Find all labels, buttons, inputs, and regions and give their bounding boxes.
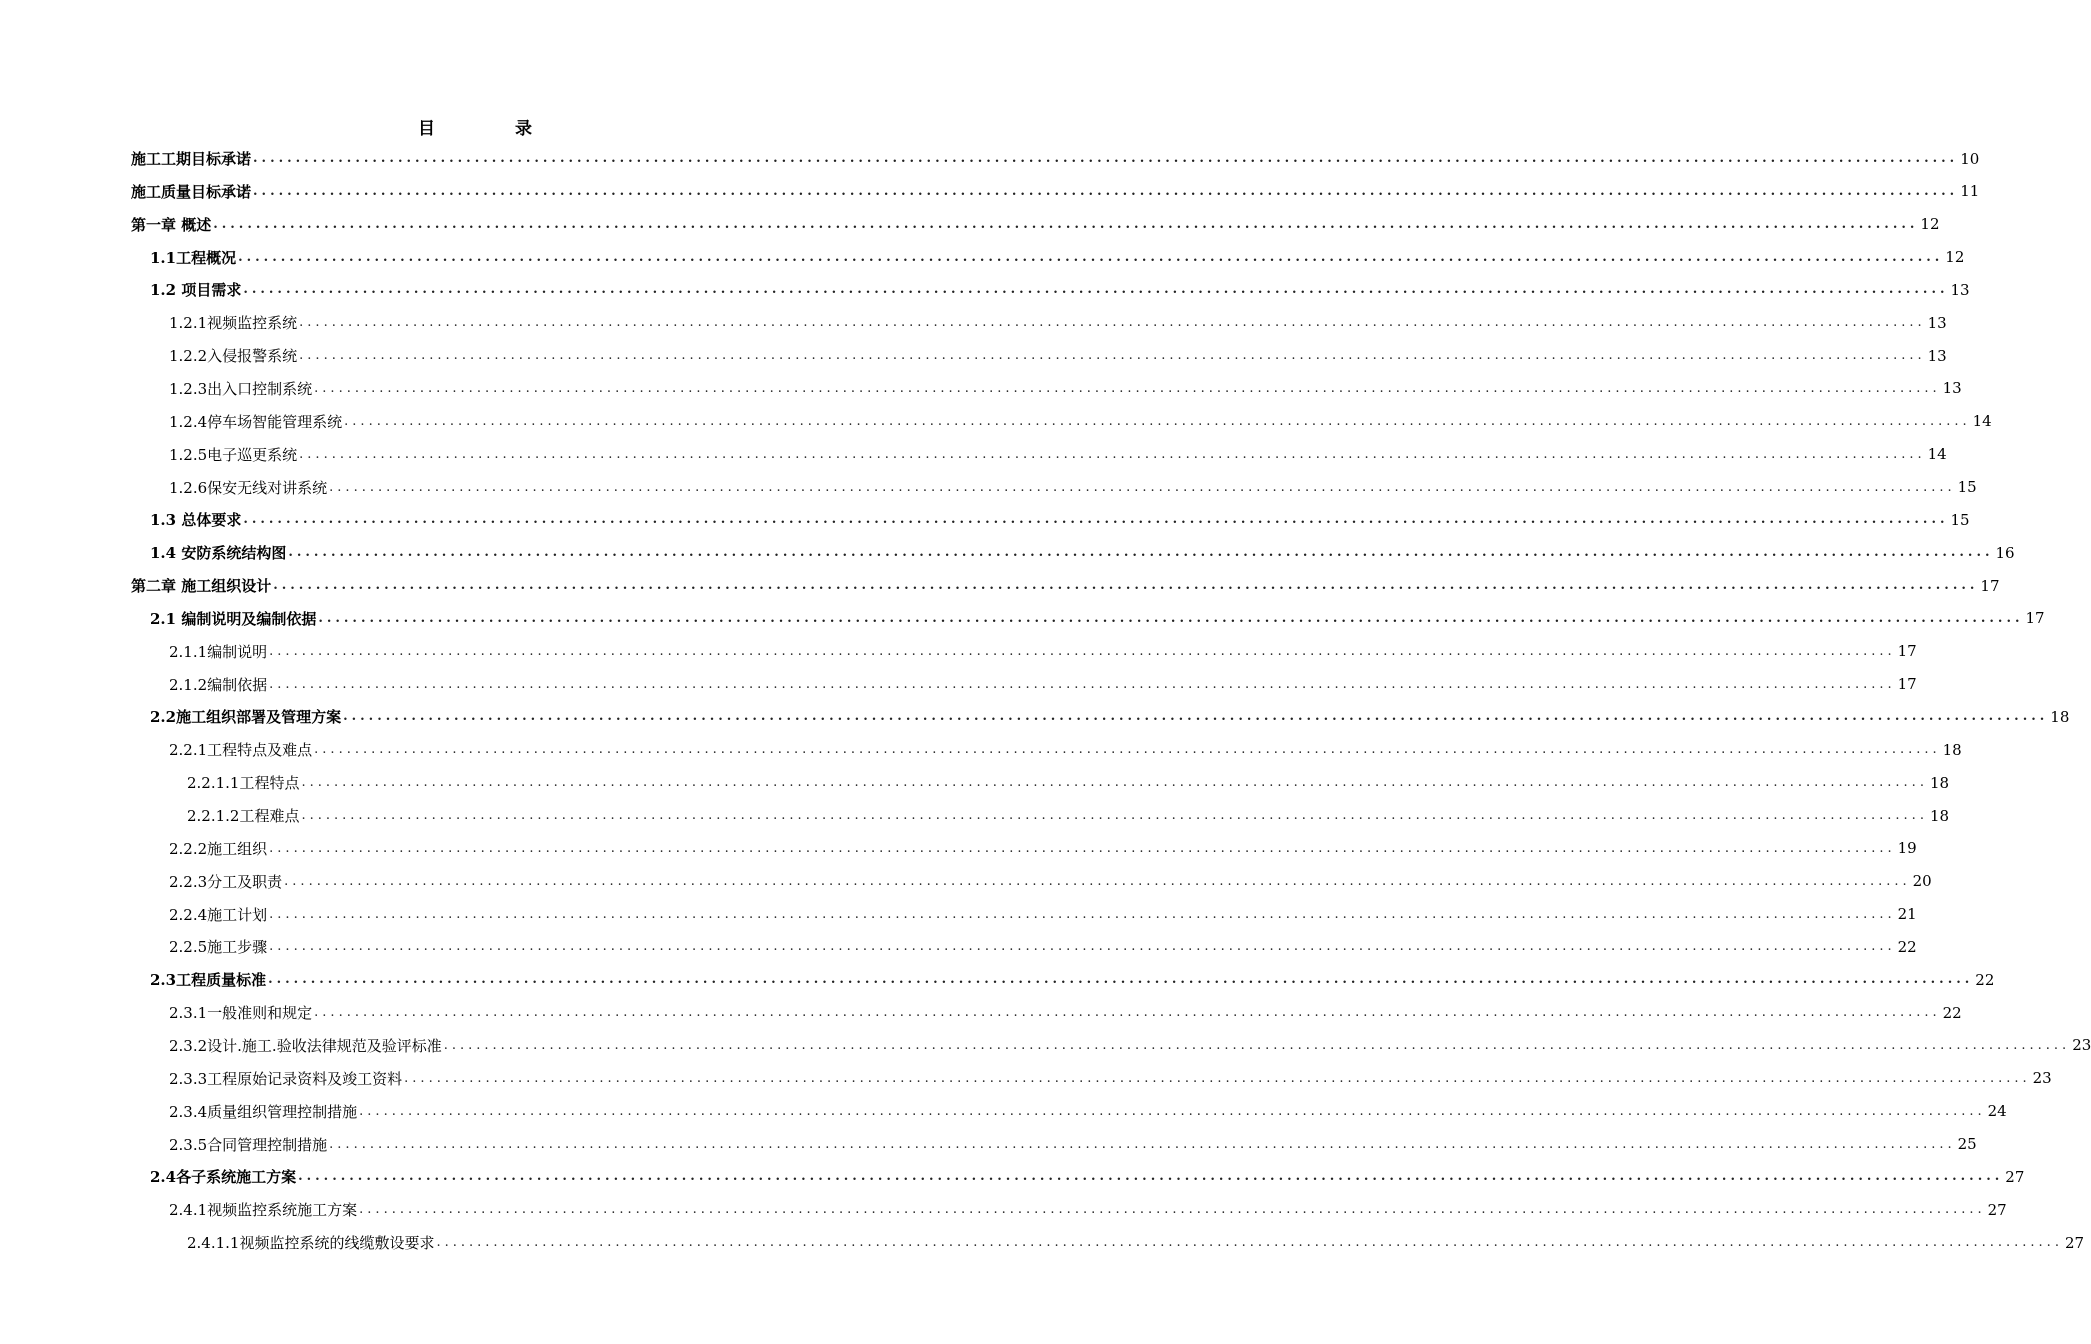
toc-leader-dots: ........................................................................................................................................................................................................ bbox=[329, 479, 1956, 495]
toc-leader-dots: ........................................................................................................................................................................................................ bbox=[314, 380, 1941, 396]
toc-entry-label: 1.4 安防系统结构图 bbox=[150, 544, 287, 563]
toc-entry[interactable] bbox=[169, 405, 1992, 438]
toc-entry-label: 2.2.3分工及职责 bbox=[169, 872, 283, 891]
toc-entry[interactable] bbox=[169, 1029, 2091, 1062]
toc-leader-dots: ........................................................................................................................................................................................................ bbox=[301, 775, 1928, 791]
toc-entry-label: 1.2.2入侵报警系统 bbox=[169, 347, 298, 366]
toc-title-char-2: 录 bbox=[515, 119, 532, 139]
toc-entry-page-number: 13 bbox=[1950, 280, 1970, 299]
toc-entry-label: 2.2.2施工组织 bbox=[169, 839, 268, 858]
toc-entry-page-number: 15 bbox=[1950, 510, 1970, 529]
toc-entry-page-number: 22 bbox=[1975, 970, 1995, 989]
toc-entry-label: 1.1工程概况 bbox=[150, 248, 237, 267]
toc-entry-page-number: 14 bbox=[1927, 445, 1947, 464]
toc-entry[interactable] bbox=[150, 602, 2045, 635]
toc-leader-dots: ........................................................................................................................................................................................................ bbox=[329, 1136, 1956, 1152]
toc-entry[interactable] bbox=[150, 1160, 2025, 1193]
toc-leader-dots: ........................................................................................................................................................................................................ bbox=[269, 939, 1896, 955]
toc-entry-label: 1.2.1视频监控系统 bbox=[169, 314, 298, 333]
toc-leader-dots: ........................................................................................................................................................................................................ bbox=[288, 545, 1994, 561]
toc-leader-dots: ........................................................................................................................................................................................................ bbox=[268, 972, 1974, 988]
toc-leader-dots: ........................................................................................................................................................................................................ bbox=[273, 578, 1979, 594]
toc-leader-dots: ........................................................................................................................................................................................................ bbox=[343, 709, 2049, 725]
toc-entry-label: 2.4.1视频监控系统施工方案 bbox=[169, 1201, 358, 1220]
toc-entry[interactable] bbox=[169, 1193, 2007, 1226]
toc-entry[interactable] bbox=[169, 306, 1947, 339]
toc-entry-label: 2.3.3工程原始记录资料及竣工资料 bbox=[169, 1069, 403, 1088]
toc-entry-page-number: 23 bbox=[2032, 1069, 2052, 1088]
toc-entry-page-number: 17 bbox=[1897, 675, 1917, 694]
toc-entry-label: 2.2.5施工步骤 bbox=[169, 938, 268, 957]
toc-entry[interactable] bbox=[150, 963, 1995, 996]
toc-entry-page-number: 24 bbox=[1987, 1102, 2007, 1121]
toc-leader-dots: ........................................................................................................................................................................................................ bbox=[243, 512, 1949, 528]
toc-entry[interactable] bbox=[169, 471, 1977, 504]
toc-entry-page-number: 12 bbox=[1945, 248, 1965, 267]
toc-entry-page-number: 13 bbox=[1927, 313, 1947, 332]
toc-leader-dots: ........................................................................................................................................................................................................ bbox=[243, 282, 1949, 298]
toc-entry-label: 2.1.1编制说明 bbox=[169, 642, 268, 661]
toc-leader-dots: ........................................................................................................................................................................................................ bbox=[359, 1103, 1986, 1119]
toc-leader-dots: ........................................................................................................................................................................................................ bbox=[314, 1005, 1941, 1021]
toc-leader-dots: ........................................................................................................................................................................................................ bbox=[299, 446, 1926, 462]
toc-entry-page-number: 16 bbox=[1995, 543, 2015, 562]
toc-entry[interactable] bbox=[150, 273, 1970, 306]
toc-entry-label: 2.4各子系统施工方案 bbox=[150, 1168, 297, 1187]
toc-leader-dots: ........................................................................................................................................................................................................ bbox=[299, 315, 1926, 331]
toc-entry-page-number: 27 bbox=[1987, 1200, 2007, 1219]
toc-entry-label: 1.2.5电子巡更系统 bbox=[169, 445, 298, 464]
toc-entry[interactable] bbox=[131, 175, 1980, 208]
toc-leader-dots: ........................................................................................................................................................................................................ bbox=[269, 906, 1896, 922]
toc-leader-dots: ........................................................................................................................................................................................................ bbox=[436, 1235, 2063, 1251]
toc-entry-page-number: 18 bbox=[2050, 707, 2070, 726]
toc-entry[interactable] bbox=[187, 799, 1950, 832]
toc-leader-dots: ........................................................................................................................................................................................................ bbox=[299, 348, 1926, 364]
toc-leader-dots: ........................................................................................................................................................................................................ bbox=[404, 1070, 2031, 1086]
toc-entry-page-number: 20 bbox=[1912, 872, 1932, 891]
toc-entry-label: 施工质量目标承诺 bbox=[131, 182, 252, 201]
toc-entry-label: 2.1 编制说明及编制依据 bbox=[150, 609, 317, 628]
toc-entry-page-number: 18 bbox=[1942, 740, 1962, 759]
toc-entry-page-number: 27 bbox=[2064, 1233, 2085, 1252]
toc-title bbox=[0, 114, 950, 139]
toc-entry-page-number: 10 bbox=[1960, 149, 1980, 168]
toc-entry-label: 2.3.1一般准则和规定 bbox=[169, 1004, 313, 1023]
toc-entry[interactable] bbox=[131, 142, 1980, 175]
toc-entry-label: 2.2施工组织部署及管理方案 bbox=[150, 708, 342, 727]
toc-entry[interactable] bbox=[169, 438, 1947, 471]
toc-entry-page-number: 15 bbox=[1957, 478, 1977, 496]
toc-leader-dots: ........................................................................................................................................................................................................ bbox=[213, 216, 1919, 232]
toc-entry-page-number: 21 bbox=[1897, 905, 1917, 924]
toc-entry[interactable] bbox=[169, 1095, 2007, 1128]
toc-entry-label: 1.2 项目需求 bbox=[150, 281, 242, 300]
toc-entry-label: 2.2.1工程特点及难点 bbox=[169, 741, 313, 760]
toc-entry-page-number: 17 bbox=[1897, 642, 1917, 661]
toc-leader-dots: ........................................................................................................................................................................................................ bbox=[284, 873, 1911, 889]
toc-entry-page-number: 13 bbox=[1942, 379, 1962, 398]
toc-entry-page-number: 13 bbox=[1927, 346, 1947, 365]
toc-entry-label: 2.2.1.1工程特点 bbox=[187, 774, 300, 793]
toc-entry-label: 2.3.5合同管理控制措施 bbox=[169, 1135, 328, 1154]
toc-entry-label: 2.3.4质量组织管理控制措施 bbox=[169, 1102, 358, 1121]
toc-entry-page-number: 11 bbox=[1960, 182, 1980, 201]
toc-entry[interactable] bbox=[169, 865, 1932, 898]
toc-entry-label: 2.3.2设计.施工.验收法律规范及验评标准 bbox=[169, 1036, 442, 1055]
toc-entry[interactable] bbox=[169, 930, 1917, 963]
toc-entry-label: 第一章 概述 bbox=[131, 215, 212, 234]
toc-entry-label: 施工工期目标承诺 bbox=[131, 150, 252, 168]
toc-entry-page-number: 22 bbox=[1942, 1003, 1962, 1022]
toc-entry[interactable] bbox=[169, 1062, 2052, 1095]
toc-entry[interactable] bbox=[169, 635, 1917, 668]
toc-leader-dots: ........................................................................................................................................................................................................ bbox=[443, 1037, 2071, 1053]
toc-leader-dots: ........................................................................................................................................................................................................ bbox=[253, 151, 1959, 166]
toc-leader-dots: ........................................................................................................................................................................................................ bbox=[318, 610, 2024, 626]
toc-entry-label: 2.4.1.1视频监控系统的线缆敷设要求 bbox=[187, 1234, 435, 1253]
toc-entry-label: 1.2.4停车场智能管理系统 bbox=[169, 412, 343, 431]
toc-entry[interactable] bbox=[169, 733, 1962, 766]
toc-entry[interactable] bbox=[169, 832, 1917, 865]
toc-entry-page-number: 14 bbox=[1972, 412, 1992, 431]
toc-leader-dots: ........................................................................................................................................................................................................ bbox=[269, 676, 1896, 692]
toc-entry[interactable] bbox=[169, 668, 1917, 701]
toc-entry-page-number: 12 bbox=[1920, 215, 1940, 234]
toc-entry[interactable] bbox=[187, 1226, 2085, 1259]
toc-entry-page-number: 17 bbox=[2025, 609, 2045, 628]
toc-entry[interactable] bbox=[169, 996, 1962, 1029]
toc-entry[interactable] bbox=[150, 503, 1970, 536]
toc-entry[interactable] bbox=[150, 700, 2070, 733]
toc-entry-label: 1.3 总体要求 bbox=[150, 511, 242, 530]
toc-entry-label: 2.3工程质量标准 bbox=[150, 971, 267, 990]
toc-entry[interactable] bbox=[150, 241, 1965, 274]
toc-entry-label: 2.2.4施工计划 bbox=[169, 905, 268, 924]
toc-entry[interactable] bbox=[150, 536, 2015, 569]
toc-leader-dots: ........................................................................................................................................................................................................ bbox=[344, 413, 1971, 429]
toc-entry[interactable] bbox=[169, 1128, 1977, 1161]
toc-leader-dots: ........................................................................................................................................................................................................ bbox=[301, 808, 1928, 823]
toc-leader-dots: ........................................................................................................................................................................................................ bbox=[269, 840, 1896, 856]
toc-entry-page-number: 25 bbox=[1957, 1135, 1977, 1153]
toc-entry[interactable] bbox=[169, 339, 1947, 372]
toc-entry-page-number: 18 bbox=[1929, 773, 1950, 792]
toc-title-char-1: 目 bbox=[418, 119, 435, 139]
toc-leader-dots: ........................................................................................................................................................................................................ bbox=[253, 183, 1959, 199]
toc-entry[interactable] bbox=[187, 766, 1950, 799]
toc-entry-label: 1.2.3出入口控制系统 bbox=[169, 379, 313, 398]
toc-entry-label: 2.2.1.2工程难点 bbox=[187, 807, 300, 825]
toc-leader-dots: ........................................................................................................................................................................................................ bbox=[298, 1169, 2004, 1185]
toc-leader-dots: ........................................................................................................................................................................................................ bbox=[359, 1202, 1986, 1218]
toc-entry-label: 2.1.2编制依据 bbox=[169, 675, 268, 694]
toc-entry-page-number: 22 bbox=[1897, 937, 1917, 956]
toc-leader-dots: ........................................................................................................................................................................................................ bbox=[238, 249, 1944, 265]
toc-leader-dots: ........................................................................................................................................................................................................ bbox=[314, 742, 1941, 758]
toc-entry-page-number: 18 bbox=[1929, 806, 1950, 825]
toc-leader-dots: ........................................................................................................................................................................................................ bbox=[269, 643, 1896, 659]
toc-entry-label: 第二章 施工组织设计 bbox=[131, 577, 272, 596]
toc-entry[interactable] bbox=[169, 372, 1962, 405]
toc-entry-label: 1.2.6保安无线对讲系统 bbox=[169, 478, 328, 497]
toc-entry[interactable] bbox=[131, 208, 1940, 241]
toc-entry-page-number: 23 bbox=[2072, 1036, 2091, 1055]
toc-entry-page-number: 19 bbox=[1897, 839, 1917, 858]
toc-entry-page-number: 27 bbox=[2005, 1167, 2025, 1186]
toc-entry[interactable] bbox=[169, 898, 1917, 931]
toc-entry[interactable] bbox=[131, 569, 2000, 602]
toc-entry-page-number: 17 bbox=[1980, 576, 2000, 595]
